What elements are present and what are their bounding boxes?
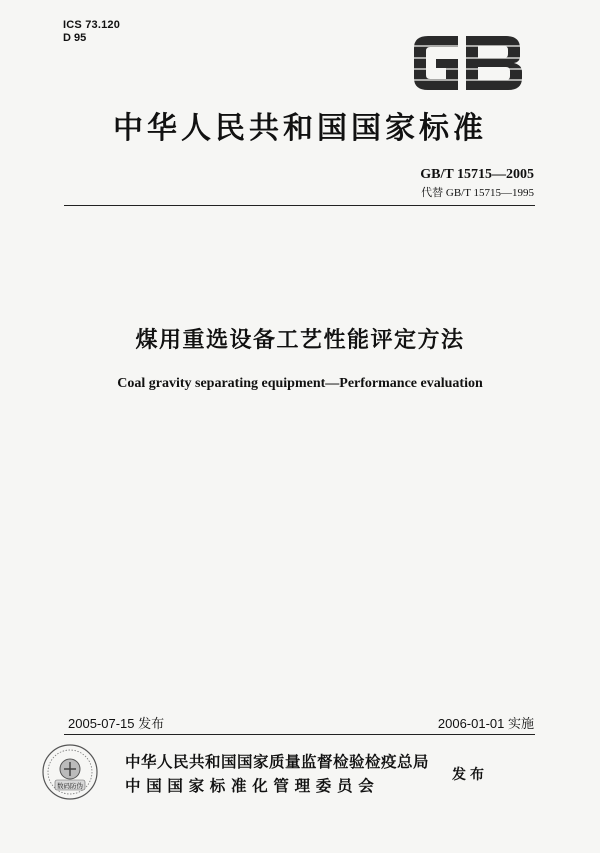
replaces-label: 代替 GB/T 15715—1995: [421, 187, 534, 199]
publish-label: 发布: [452, 767, 488, 783]
document-title-zh: 煤用重选设备工艺性能评定方法: [135, 328, 465, 353]
header-divider: [64, 205, 535, 206]
standard-type-title: 中华人民共和国国家标准: [113, 111, 487, 146]
publisher-org-2: 中国国家标准化管理委员会: [125, 777, 380, 795]
ics-code: ICS 73.120: [63, 19, 121, 31]
document-title-en: Coal gravity separating equipment—Performance evaluation: [117, 376, 483, 391]
standard-code: GB/T 15715—2005: [420, 167, 534, 182]
seal-text: 数码防伪: [57, 782, 83, 790]
ccs-code: D 95: [63, 32, 87, 44]
anti-counterfeit-seal-icon: [40, 742, 100, 802]
publisher-org-1: 中华人民共和国国家质量监督检验检疫总局: [125, 753, 430, 771]
gb-logo: [408, 34, 526, 92]
footer-divider: [64, 734, 535, 735]
implementation-date: 2006-01-01 实施: [437, 716, 534, 731]
issue-date: 2005-07-15 发布: [68, 716, 165, 731]
